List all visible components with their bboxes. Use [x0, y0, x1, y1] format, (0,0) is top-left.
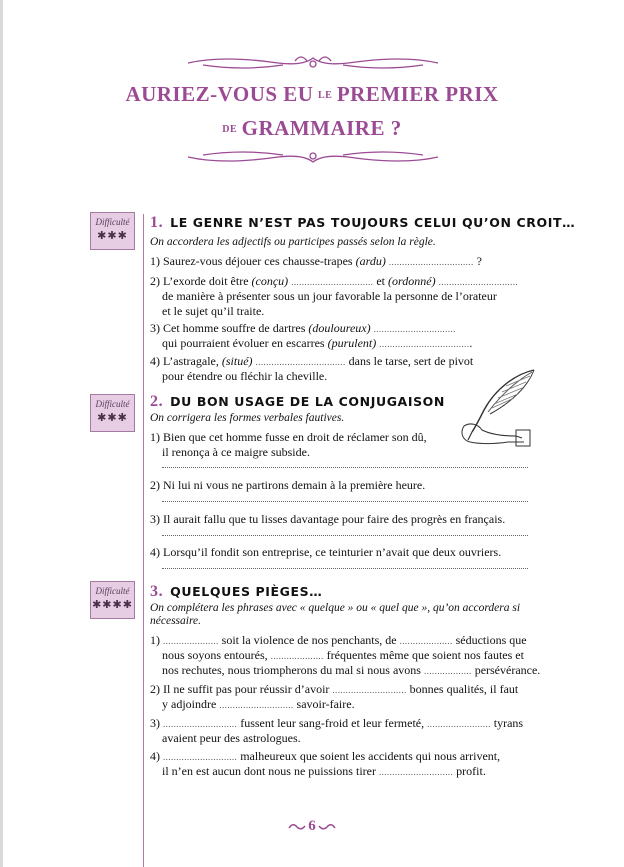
page-title-line-1: AURIEZ-VOUS EU LE PREMIER PRIX — [125, 82, 499, 106]
footer-swirl-left-icon — [288, 822, 308, 832]
s2-answer-line-3[interactable] — [162, 534, 528, 536]
top-ornament — [183, 52, 443, 74]
bottom-ornament — [183, 146, 443, 168]
s3-question-2: 2) Il ne suffit pas pour réussir d’avoir ............................ bonnes qualités, il faut — [150, 682, 519, 696]
s2-answer-line-4[interactable] — [162, 567, 528, 569]
s1-question-3-line-2: qui pourraient évoluer en escarres (purulent) ................................... — [162, 336, 473, 350]
difficulty-badge-3: Difficulté ✱✱✱✱ — [90, 581, 135, 619]
section-2-instruction: On corrigera les formes verbales fautives. — [150, 412, 345, 424]
difficulty-stars-icon: ✱✱✱ — [97, 229, 128, 242]
s3-question-1: 1) ..................... soit la violence de nos penchants, de .................... séductions que — [150, 633, 527, 647]
s1-question-4: 4) L’astragale, (situé) .................................. dans le tarse, sert de pivot — [150, 354, 474, 368]
section-1-instruction: On accordera les adjectifs ou participes passés selon la règle. — [150, 236, 436, 248]
s3-question-3: 3) ............................ fussent leur sang-froid et leur fermeté, ........................ tyrans — [150, 716, 524, 730]
s3-question-1-line-2: nous soyons entourés, .................... fréquentes même que soient nos fautes et — [162, 648, 524, 662]
s1-question-2: 2) L’exorde doit être (conçu) ............................... et (ordonné) .............................. — [150, 274, 519, 288]
s2-question-1: 1) Bien que cet homme fusse en droit de réclamer son dû, — [150, 430, 427, 444]
section-3-instruction: On complétera les phrases avec « quelque » ou « quel que », qu’on accordera si nécessaire. — [150, 602, 521, 627]
s2-question-4: 4) Lorsqu’il fondit son entreprise, ce teinturier n’avait que deux ouvriers. — [150, 545, 502, 559]
footer-swirl-right-icon — [316, 822, 336, 832]
s2-question-2: 2) Ni lui ni vous ne partirons demain à la première heure. — [150, 478, 426, 492]
difficulty-stars-icon: ✱✱✱ — [97, 411, 128, 424]
s1-question-2-line-3: et le sujet qu’il traite. — [162, 304, 265, 318]
difficulty-stars-icon: ✱✱✱✱ — [92, 598, 133, 611]
s1-question-2-line-2: de manière à présenter sous un jour favorable la personne de l’orateur — [162, 289, 497, 303]
s3-question-4: 4) ............................ malheureux que soient les accidents qui nous arrivent, — [150, 749, 501, 763]
s2-answer-line-1[interactable] — [162, 466, 528, 468]
s3-question-2-line-2: y adjoindre ............................ savoir-faire. — [162, 697, 355, 711]
page-number: 6 — [280, 818, 344, 835]
page-title-line-2: DE GRAMMAIRE ? — [222, 116, 402, 140]
s2-question-3: 3) Il aurait fallu que tu lisses davantage pour faire des progrès en français. — [150, 512, 506, 526]
s3-question-1-line-3: nos rechutes, nous triompherons du mal si nous avons .................. persévérance. — [162, 663, 541, 677]
s1-question-4-line-2: pour étendre ou fléchir la cheville. — [162, 369, 328, 383]
s3-question-4-line-2: il n’en est aucun dont nous ne puissions tirer ............................ profit. — [162, 764, 486, 778]
difficulty-badge-1: Difficulté ✱✱✱ — [90, 212, 135, 250]
s3-question-3-line-2: avaient peur des astrologues. — [162, 731, 301, 745]
quill-hand-icon — [446, 366, 538, 452]
section-3-heading: 3. QUELQUES PIÈGES… — [150, 583, 323, 600]
section-2-heading: 2. DU BON USAGE DE LA CONJUGAISON — [150, 393, 445, 410]
s1-question-1: 1) Saurez-vous déjouer ces chausse-trapes (ardu) ................................ ? — [150, 254, 482, 268]
s2-answer-line-2[interactable] — [162, 500, 528, 502]
difficulty-badge-2: Difficulté ✱✱✱ — [90, 394, 135, 432]
margin-rule — [143, 214, 144, 867]
s2-question-1-line-2: il renonça à ce maigre subside. — [162, 445, 310, 459]
section-1-heading: 1. LE GENRE N’EST PAS TOUJOURS CELUI QU’ON CROIT… — [150, 214, 576, 231]
s1-question-3: 3) Cet homme souffre de dartres (douloureux) ............................... — [150, 321, 456, 335]
